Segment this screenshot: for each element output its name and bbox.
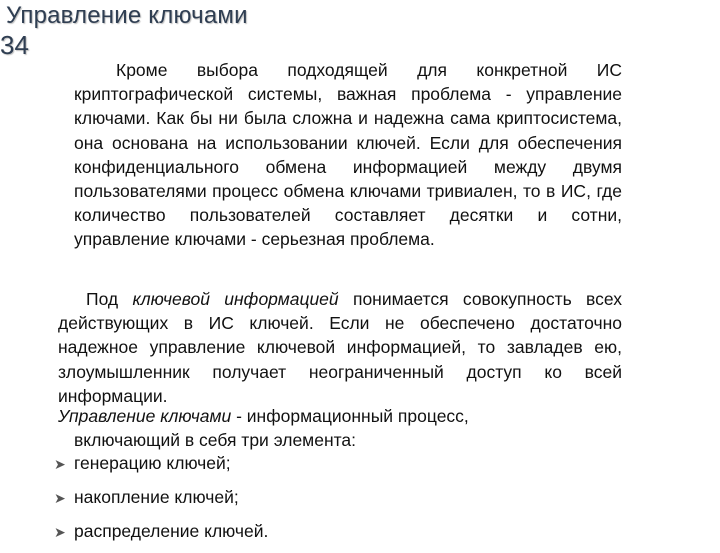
p2-rest: понимается совокупность всех действующих в ИС ключей. Если не обеспечено достаточно надежное управление ключевой информацией, то завладев ею, злоумышленник получает неограниченный доступ ко всей информации.: [58, 289, 623, 406]
paragraph-key-management-intro: Кроме выбора подходящей для конкретной ИС криптографической системы, важная проблема - управление ключами. Как бы ни была сложна и надежна сама криптосистема, она основана на использовании ключей. Если для обеспечения конфиденциального обмена информацией между двумя пользователями процесс обмена ключами тривиален, то в ИС, где количество пользователей составляет десятки и сотни, управление ключами - серьезная проблема.: [74, 60, 622, 250]
p2-term: ключевой информацией: [132, 289, 339, 309]
bullet-list: [54, 451, 624, 553]
paragraph-key-information: [58, 287, 622, 408]
paragraph-key-management-definition: [58, 404, 622, 452]
p2-lead: Под: [86, 289, 133, 309]
list-item-text: распределение ключей.: [74, 521, 269, 541]
list-item: [54, 451, 624, 485]
arrowhead-bullet-icon: ➤: [54, 490, 66, 506]
list-item-text: генерацию ключей;: [74, 453, 231, 473]
list-item: [54, 519, 624, 553]
arrowhead-bullet-icon: ➤: [54, 524, 66, 540]
p3-line1-rest: - информационный процесс,: [231, 406, 469, 426]
p3-line1: [58, 404, 622, 428]
list-item-text: накопление ключей;: [74, 487, 239, 507]
slide-number: 34: [0, 30, 29, 60]
p3-line2: включающий в себя три элемента:: [74, 430, 357, 451]
p3-term: Управление ключами: [58, 406, 232, 426]
slide-title: Управление ключами: [6, 2, 248, 29]
list-item: [54, 485, 624, 519]
arrowhead-bullet-icon: ➤: [54, 456, 66, 472]
